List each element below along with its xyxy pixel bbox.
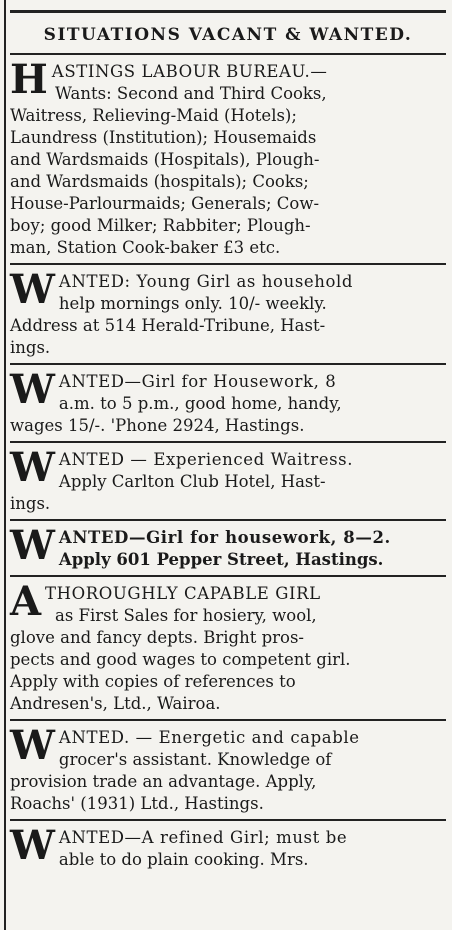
ad-line: pects and good wages to competent girl. bbox=[10, 650, 351, 669]
classified-ad bbox=[10, 56, 446, 259]
classified-ad bbox=[10, 722, 446, 815]
ad-line: wages 15/-. 'Phone 2924, Hastings. bbox=[10, 416, 305, 435]
divider bbox=[10, 263, 446, 265]
classified-ad bbox=[10, 444, 446, 515]
ad-line: a.m. to 5 p.m., good home, handy, bbox=[58, 394, 342, 413]
ad-line: ings. bbox=[10, 494, 51, 513]
ad-line: grocer's assistant. Knowledge of bbox=[58, 750, 332, 769]
ad-line: ANTED — Experienced Waitress. bbox=[58, 450, 354, 469]
drop-cap: W bbox=[10, 266, 55, 313]
drop-cap: W bbox=[10, 366, 55, 413]
header-rule bbox=[10, 10, 446, 13]
divider bbox=[10, 575, 446, 577]
ad-line: Andresen's, Ltd., Wairoa. bbox=[10, 694, 221, 713]
ad-line: ANTED. — Energetic and capable bbox=[58, 728, 360, 747]
ad-line: THOROUGHLY CAPABLE GIRL bbox=[45, 584, 321, 603]
ad-line: Roachs' (1931) Ltd., Hastings. bbox=[10, 794, 264, 813]
drop-cap: W bbox=[10, 722, 55, 769]
ad-line: ings. bbox=[10, 338, 51, 357]
ad-line: Apply Carlton Club Hotel, Hast- bbox=[58, 472, 326, 491]
ad-line: Apply 601 Pepper Street, Hastings. bbox=[58, 550, 384, 569]
divider bbox=[10, 519, 446, 521]
classified-ad bbox=[10, 266, 446, 359]
ad-line: ANTED—A refined Girl; must be bbox=[58, 828, 348, 847]
ad-line: Apply with copies of references to bbox=[10, 672, 296, 691]
ad-line: House-Parlourmaids; Generals; Cow- bbox=[10, 194, 320, 213]
classified-ad bbox=[10, 578, 446, 715]
drop-cap: H bbox=[10, 56, 48, 103]
ad-line: ANTED: Young Girl as household bbox=[58, 272, 354, 291]
ad-line: Waitress, Relieving-Maid (Hotels); bbox=[10, 106, 297, 125]
ad-line: Laundress (Institution); Housemaids bbox=[10, 128, 317, 147]
classified-ad bbox=[10, 366, 446, 437]
ad-line: able to do plain cooking. Mrs. bbox=[58, 850, 309, 869]
ad-line: and Wardsmaids (Hospitals), Plough- bbox=[10, 150, 320, 169]
divider bbox=[10, 719, 446, 721]
ad-line: Wants: Second and Third Cooks, bbox=[55, 84, 327, 103]
divider bbox=[10, 819, 446, 821]
ad-line: and Wardsmaids (hospitals); Cooks; bbox=[10, 172, 309, 191]
classified-column bbox=[10, 0, 446, 871]
classified-ad bbox=[10, 522, 446, 571]
ad-line: ASTINGS LABOUR BUREAU.— bbox=[51, 62, 328, 81]
ad-line: ANTED—Girl for housework, 8—2. bbox=[58, 528, 391, 547]
ad-line: provision trade an advantage. Apply, bbox=[10, 772, 317, 791]
ad-line: help mornings only. 10/- weekly. bbox=[58, 294, 327, 313]
drop-cap: W bbox=[10, 522, 55, 569]
ad-line: boy; good Milker; Rabbiter; Plough- bbox=[10, 216, 311, 235]
divider bbox=[10, 441, 446, 443]
ad-line: as First Sales for hosiery, wool, bbox=[55, 606, 317, 625]
drop-cap: W bbox=[10, 822, 55, 869]
divider bbox=[10, 53, 446, 55]
section-title: SITUATIONS VACANT & WANTED. bbox=[43, 25, 413, 45]
column-rule bbox=[4, 0, 6, 930]
divider bbox=[10, 363, 446, 365]
drop-cap: W bbox=[10, 444, 55, 491]
classified-ad bbox=[10, 822, 446, 871]
ad-line: glove and fancy depts. Bright pros- bbox=[10, 628, 305, 647]
ad-line: Address at 514 Herald-Tribune, Hast- bbox=[10, 316, 326, 335]
ad-line: man, Station Cook-baker £3 etc. bbox=[10, 238, 281, 257]
ad-line: ANTED—Girl for Housework, 8 bbox=[58, 372, 337, 391]
drop-cap: A bbox=[10, 578, 42, 625]
